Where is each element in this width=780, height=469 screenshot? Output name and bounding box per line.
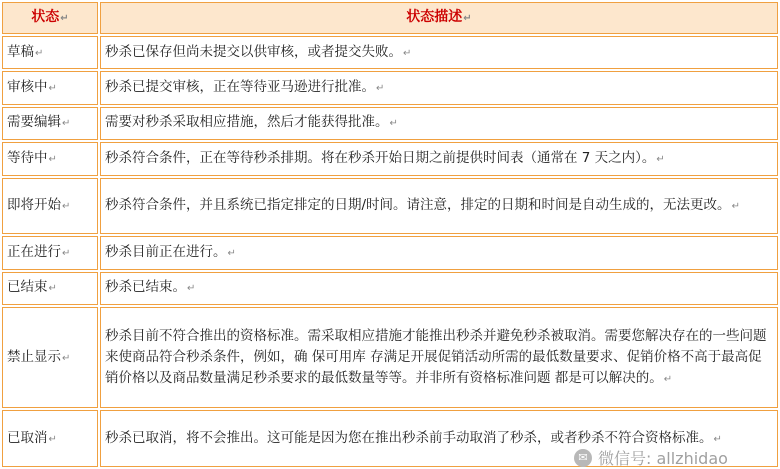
status-cell: 已结束↵ (2, 272, 98, 305)
description-cell: 秒杀已保存但尚未提交以供审核，或者提交失败。↵ (100, 36, 778, 69)
wechat-icon: ✉ (574, 449, 592, 467)
table-row (2, 36, 778, 69)
status-cell: 审核中↵ (2, 71, 98, 104)
description-cell: 秒杀目前正在进行。↵ (100, 236, 778, 269)
status-cell: 需要编辑↵ (2, 107, 98, 140)
header-description: 状态描述↵ (100, 2, 778, 34)
status-cell: 正在进行↵ (2, 236, 98, 269)
description-cell: 秒杀符合条件，并且系统已指定排定的日期/时间。请注意，排定的日期和时间是自动生成的，无法更改。↵ (100, 178, 778, 235)
description-cell: 需要对秒杀采取相应措施，然后才能获得批准。↵ (100, 107, 778, 140)
status-cell: 等待中↵ (2, 142, 98, 175)
table-row (2, 142, 778, 175)
status-cell: 禁止显示↵ (2, 307, 98, 408)
description-cell: 秒杀已取消，将不会推出。这可能是因为您在推出秒杀前手动取消了秒杀，或者秒杀不符合资格标准。↵ (100, 410, 778, 467)
status-cell: 已取消↵ (2, 410, 98, 467)
status-cell: 草稿↵ (2, 36, 98, 69)
status-cell: 即将开始↵ (2, 178, 98, 235)
table-row (2, 410, 778, 467)
table-row (2, 107, 778, 140)
description-cell: 秒杀符合条件，正在等待秒杀排期。将在秒杀开始日期之前提供时间表（通常在 7 天之内）。↵ (100, 142, 778, 175)
description-cell: 秒杀已提交审核，正在等待亚马逊进行批准。↵ (100, 71, 778, 104)
description-cell: 秒杀已结束。↵ (100, 272, 778, 305)
table-row (2, 236, 778, 269)
header-status: 状态↵ (2, 2, 98, 34)
description-cell: 秒杀目前不符合推出的资格标准。需采取相应措施才能推出秒杀并避免秒杀被取消。需要您解决存在的一些问题来使商品符合秒杀条件，例如，确 保可用库 存满足开展促销活动所需的最低数量要求、促销价格不高于最高促销价格以及商品数量满足秒杀要求的最低数量等等。并非所有资格标准问题 都是可以解决的。↵ (100, 307, 778, 408)
table-row (2, 178, 778, 235)
table-row (2, 307, 778, 408)
table-row (2, 272, 778, 305)
watermark-text: 微信号: allzhidao (598, 449, 728, 468)
table-row (2, 71, 778, 104)
table-header-row (2, 2, 778, 34)
